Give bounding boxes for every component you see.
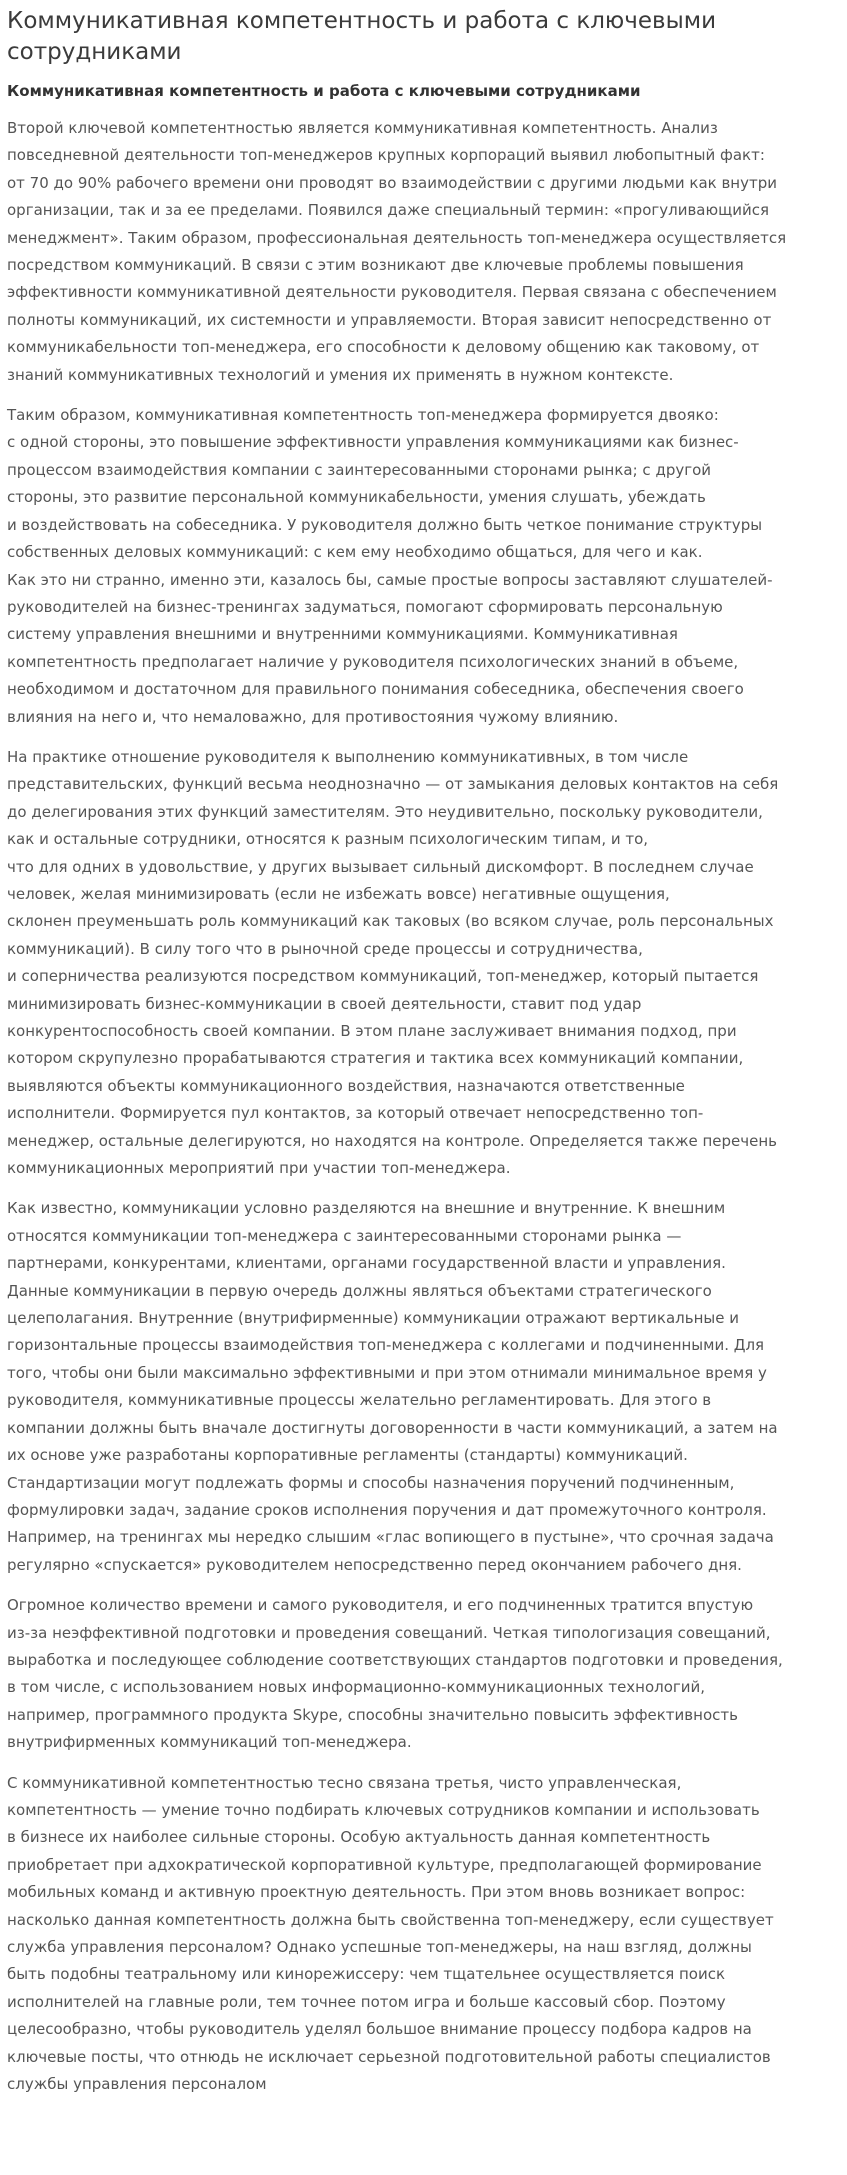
paragraph: Таким образом, коммуникативная компетентность топ-менеджера формируется двояко: с одной стороны, это повышение эффективности управления коммуникациями как бизнес- процессом взаимодействия компании с заинтересованными сторонами рынка; с другой стороны, это развитие персональной коммуникабельности, умения слушать, убеждать и воздействовать на собеседника. У руководителя должно быть четкое понимание структуры собственных деловых коммуникаций: с кем ему необходимо общаться, для чего и как. Как это ни странно, именно эти, казалось бы, самые простые вопросы заставляют слушателей- руководителей на бизнес-тренингах задуматься, помогают сформировать персональную систему управления внешними и внутренними коммуникациями. Коммуникативная компетентность предполагает наличие у руководителя психологических знаний в объеме, необходимом и достаточном для правильного понимания собеседника, обеспечения своего влияния на него и, что немаловажно, для противостояния чужому влиянию. [7,406,773,726]
paragraph: Второй ключевой компетентностью является коммуникативная компетентность. Анализ повседневной деятельности топ-менеджеров крупных корпораций выявил любопытный факт: от 70 до 90% рабочего времени они проводят во взаимодействии с другими людьми как внутри организации, так и за ее пределами. Появился даже специальный термин: «прогуливающийся менеджмент». Таким образом, профессиональная деятельность топ-менеджера осуществляется посредством коммуникаций. В связи с этим возникают две ключевые проблемы повышения эффективности коммуникативной деятельности руководителя. Первая связана с обеспечением полноты коммуникаций, их системности и управляемости. Вторая зависит непосредственно от коммуникабельности топ-менеджера, его способности к деловому общению как таковому, от знаний коммуникативных технологий и умения их применять в нужном контексте. [7,119,787,384]
paragraph: С коммуникативной компетентностью тесно связана третья, чисто управленческая, компетентность — умение точно подбирать ключевых сотрудников компании и использовать в бизнесе их наиболее сильные стороны. Особую актуальность данная компетентность приобретает при адхократической корпоративной культуре, предполагающей формирование мобильных команд и активную проектную деятельность. При этом вновь возникает вопрос: насколько данная компетентность должна быть свойственна топ-менеджеру, если существует служба управления персоналом? Однако успешные топ-менеджеры, на наш взгляд, должны быть подобны театральному или кинорежиссеру: чем тщательнее осуществляется поиск исполнителей на главные роли, тем точнее потом игра и больше кассовый сбор. Поэтому целесообразно, чтобы руководитель уделял большое внимание процессу подбора кадров на ключевые посты, что отнюдь не исключает серьезной подготовительной работы специалистов службы управления персоналом [7,1773,774,2094]
article-subtitle: Коммуникативная компетентность и работа с ключевыми сотрудниками [7,82,641,100]
paragraph: Огромное количество времени и самого руководителя, и его подчиненных тратится впустую из-за неэффективной подготовки и проведения совещаний. Четкая типологизация совещаний, выработка и последующее соблюдение соответствующих стандартов подготовки и проведения, в том числе, с использованием новых информационно-коммуникационных технологий, например, программного продукта Skype, способны значительно повысить эффективность внутрифирменных коммуникаций топ-менеджера. [7,1596,783,1752]
paragraph: Как известно, коммуникации условно разделяются на внешние и внутренние. К внешним относятся коммуникации топ-менеджера с заинтересованными сторонами рынка — партнерами, конкурентами, клиентами, органами государственной власти и управления. Данные коммуникации в первую очередь должны являться объектами стратегического целеполагания. Внутренние (внутрифирменные) коммуникации отражают вертикальные и горизонтальные процессы взаимодействия топ-менеджера с коллегами и подчиненными. Для того, чтобы они были максимально эффективными и при этом отнимали минимальное время у руководителя, коммуникативные процессы желательно регламентировать. Для этого в компании должны быть вначале достигнуты договоренности в части коммуникаций, а затем на их основе уже разработаны корпоративные регламенты (стандарты) коммуникаций. Стандартизации могут подлежать формы и способы назначения поручений подчиненным, формулировки задач, задание сроков исполнения поручения и дат промежуточного контроля. Например, на тренингах мы нередко слышим «глас вопиющего в пустыне», что срочная задача регулярно «спускается» руководителем непосредственно перед окончанием рабочего дня. [7,1199,778,1574]
paragraph: На практике отношение руководителя к выполнению коммуникативных, в том числе представительских, функций весьма неоднозначно — от замыкания деловых контактов на себя до делегирования этих функций заместителям. Это неудивительно, поскольку руководители, как и остальные сотрудники, относятся к разным психологическим типам, и то, что для одних в удовольствие, у других вызывает сильный дискомфорт. В последнем случае человек, желая минимизировать (если не избежать вовсе) негативные ощущения, склонен преуменьшать роль коммуникаций как таковых (во всяком случае, роль персональных коммуникаций). В силу того что в рыночной среде процессы и сотрудничества, и соперничества реализуются посредством коммуникаций, топ-менеджер, который пытается минимизировать бизнес-коммуникации в своей деятельности, ставит под удар конкурентоспособность своей компании. В этом плане заслуживает внимания подход, при котором скрупулезно прорабатываются стратегия и тактика всех коммуникаций компании, выявляются объекты коммуникационного воздействия, назначаются ответственные исполнители. Формируется пул контактов, за который отвечает непосредственно топ- менеджер, остальные делегируются, но находятся на контроле. Определяется также перечень коммуникационных мероприятий при участии топ-менеджера. [7,747,779,1178]
page-title: Коммуникативная компетентность и работа с ключевыми сотрудниками [7,8,717,65]
